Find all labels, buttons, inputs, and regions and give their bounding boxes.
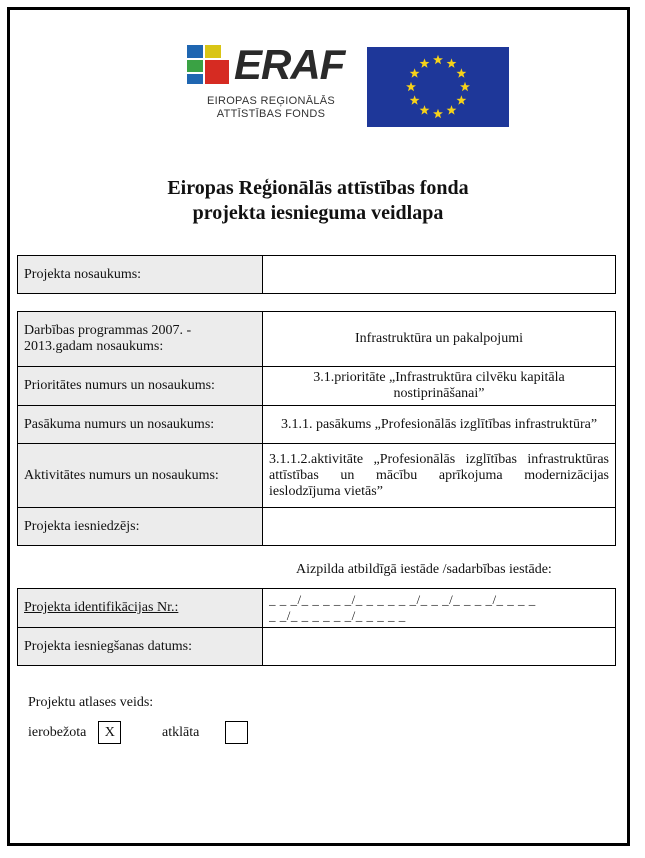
eraf-logo-line2: ATTĪSTĪBAS FONDS [216,108,326,120]
table-row [18,589,616,628]
project-id-label [18,589,263,628]
project-id-line1: _ _ _/_ _ _ _ _/_ _ _ _ _ _/_ _ _/_ _ _ _/_ _ _ _ [269,592,536,607]
eraf-logo [182,40,352,130]
option-open [162,721,248,744]
eraf-logo-subtitle [196,95,346,121]
activity-value: 3.1.1.2.aktivitāte „Profesionālās izglītības infrastruktūras attīstības un mācību aprīkojuma modernizācijas ieslodzījuma vietās” [263,444,616,508]
submission-date-field[interactable] [263,628,616,666]
option-restricted-checkbox[interactable]: X [98,721,121,744]
applicant-field[interactable] [263,508,616,546]
project-id-label-text: Projekta identifikācijas Nr.: [24,600,179,615]
eraf-logo-squares-icon [185,44,231,86]
programme-value: Infrastruktūra un pakalpojumi [263,312,616,367]
eu-flag-icon [367,47,509,127]
project-id-field[interactable] [263,589,616,628]
table-row [18,312,616,367]
project-name-label: Projekta nosaukums: [18,256,263,294]
table-row [18,508,616,546]
activity-label: Aktivitātes numurs un nosaukums: [18,444,263,508]
table-row [18,406,616,444]
title-line1: Eiropas Reģionālās attīstības fonda [167,177,469,199]
page-title [20,176,616,226]
programme-table [17,311,616,546]
option-open-checkbox[interactable] [225,721,248,744]
eraf-logo-word: ERAF [234,41,345,88]
programme-label: Darbības programmas 2007. - 2013.gadam nosaukums: [18,312,263,367]
selection-type-label: Projektu atlases veids: [28,695,154,710]
identification-table [17,588,616,666]
table-row [18,444,616,508]
filled-by-note: Aizpilda atbildīgā iestāde /sadarbības iestāde: [296,562,552,577]
title-line2: projekta iesnieguma veidlapa [192,202,444,224]
table-row [18,256,616,294]
project-name-table [17,255,616,294]
priority-label: Prioritātes numurs un nosaukums: [18,367,263,406]
option-restricted [28,721,121,744]
project-id-line2: _ _/_ _ _ _ _ _/_ _ _ _ _ [269,608,406,623]
table-row [18,367,616,406]
measure-value: 3.1.1. pasākums „Profesionālās izglītības infrastruktūra” [263,406,616,444]
option-open-label: atklāta [162,724,200,740]
option-restricted-label: ierobežota [28,724,87,740]
applicant-label: Projekta iesniedzējs: [18,508,263,546]
priority-value: 3.1.prioritāte „Infrastruktūra cilvēku kapitāla nostiprināšanai” [263,367,616,406]
submission-date-label: Projekta iesniegšanas datums: [18,628,263,666]
project-name-field[interactable] [263,256,616,294]
eraf-logo-line1: EIROPAS REĢIONĀLĀS [206,95,336,107]
measure-label: Pasākuma numurs un nosaukums: [18,406,263,444]
table-row [18,628,616,666]
